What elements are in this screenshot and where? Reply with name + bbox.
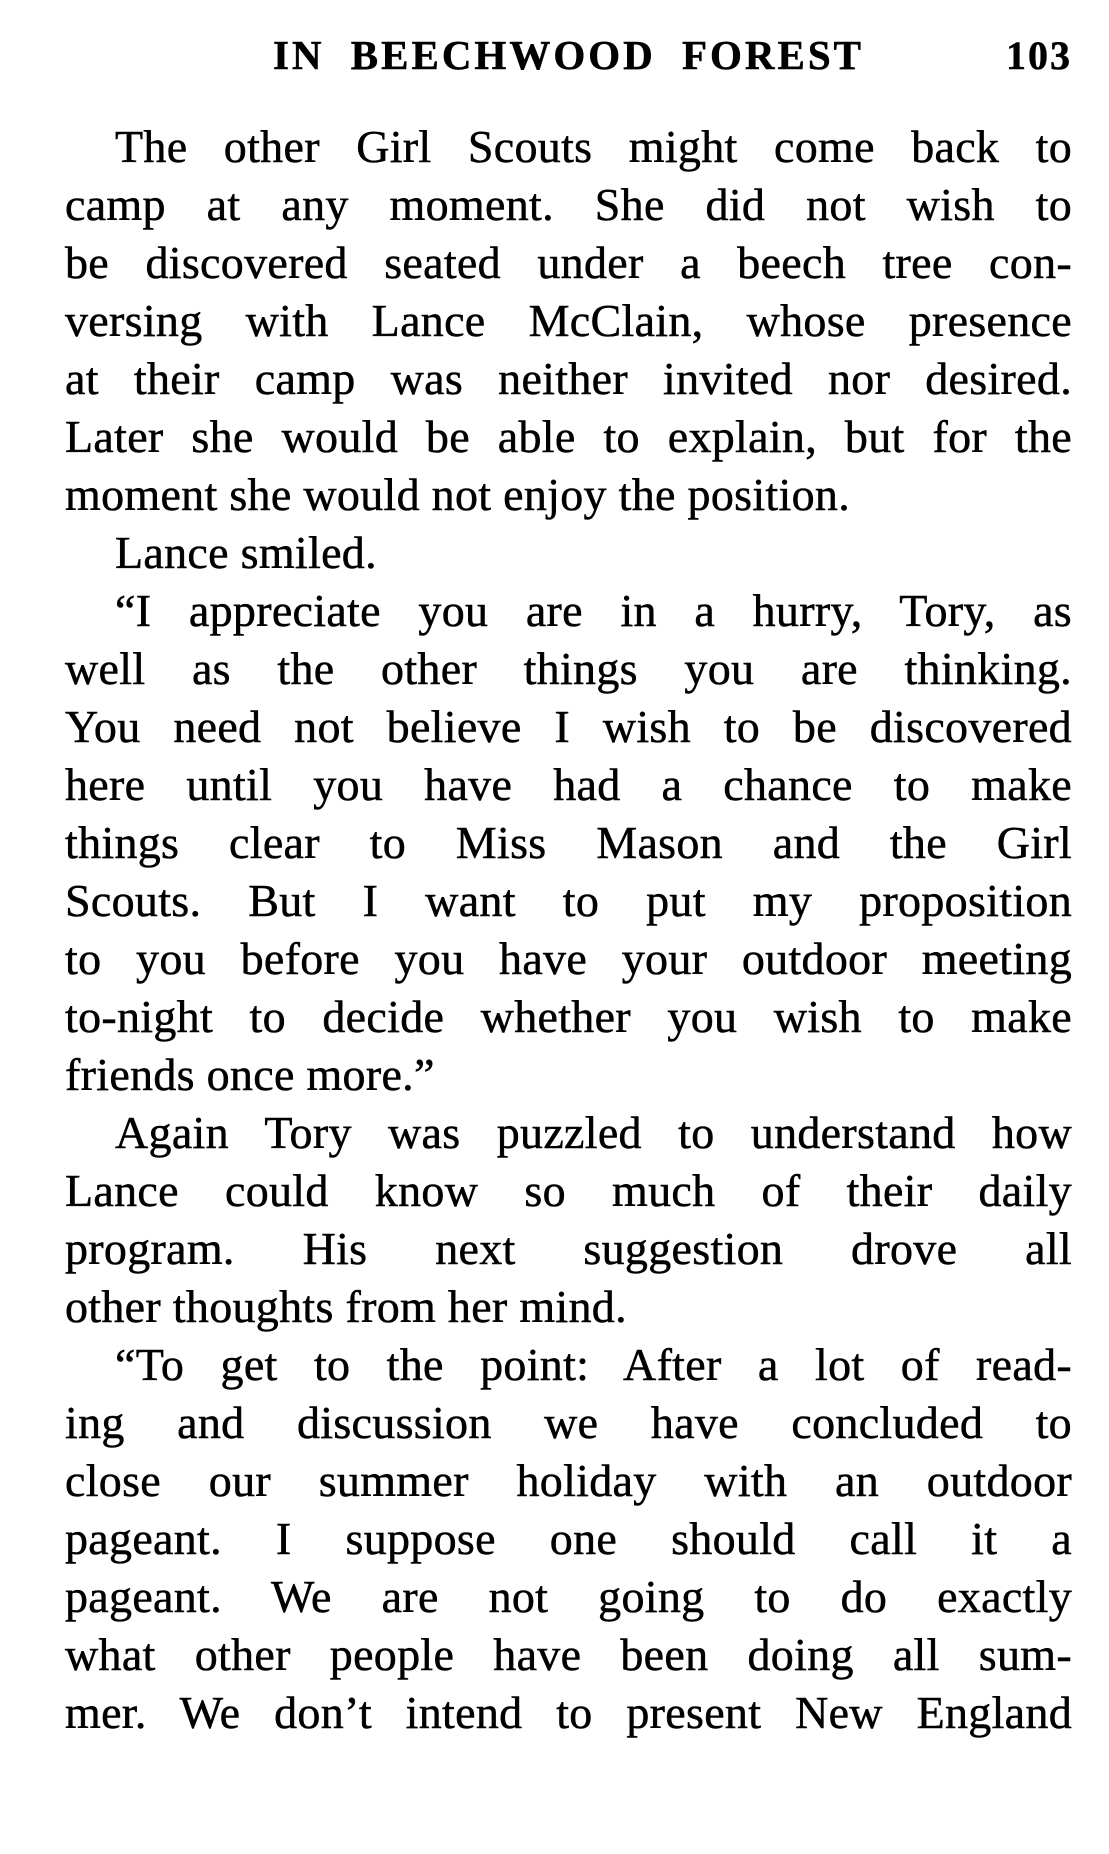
text-line: what other people have been doing all sum- — [65, 1629, 1072, 1680]
text-line: Scouts. But I want to put my proposition — [65, 875, 1072, 926]
page-header — [65, 30, 1072, 80]
text-line: versing with Lance McClain, whose presence — [65, 295, 1072, 346]
text-line: The other Girl Scouts might come back to — [115, 121, 1072, 172]
page-body — [65, 118, 1072, 1742]
text-line: program. His next suggestion drove all — [65, 1223, 1072, 1274]
text-line: ing and discussion we have concluded to — [65, 1397, 1072, 1448]
text-line: things clear to Miss Mason and the Girl — [65, 817, 1072, 868]
running-head-title: IN BEECHWOOD FOREST — [272, 32, 865, 78]
text-line: “I appreciate you are in a hurry, Tory, as — [115, 585, 1072, 636]
text-line: “To get to the point: After a lot of read- — [115, 1339, 1072, 1390]
text-line: Again Tory was puzzled to understand how — [115, 1107, 1072, 1158]
text-line: close our summer holiday with an outdoor — [65, 1455, 1072, 1506]
text-line: Lance could know so much of their daily — [65, 1165, 1072, 1216]
text-line: mer. We don’t intend to present New England — [65, 1687, 1072, 1738]
text-line: Later she would be able to explain, but for the — [65, 411, 1072, 462]
text-line: Lance smiled. — [115, 527, 377, 578]
text-line: well as the other things you are thinking. — [65, 643, 1072, 694]
text-line: here until you have had a chance to make — [65, 759, 1072, 810]
text-line: pageant. I suppose one should call it a — [65, 1513, 1072, 1564]
text-line: be discovered seated under a beech tree con- — [65, 237, 1072, 288]
text-line: to you before you have your outdoor meeting — [65, 933, 1072, 984]
text-line: to-night to decide whether you wish to make — [65, 991, 1072, 1042]
page-number: 103 — [1006, 33, 1072, 78]
text-line: moment she would not enjoy the position. — [65, 469, 850, 520]
text-line: camp at any moment. She did not wish to — [65, 179, 1072, 230]
text-line: friends once more.” — [65, 1049, 435, 1100]
text-line: other thoughts from her mind. — [65, 1281, 627, 1332]
text-line: pageant. We are not going to do exactly — [65, 1571, 1072, 1622]
text-line: at their camp was neither invited nor desired. — [65, 353, 1072, 404]
text-line: You need not believe I wish to be discovered — [65, 701, 1072, 752]
